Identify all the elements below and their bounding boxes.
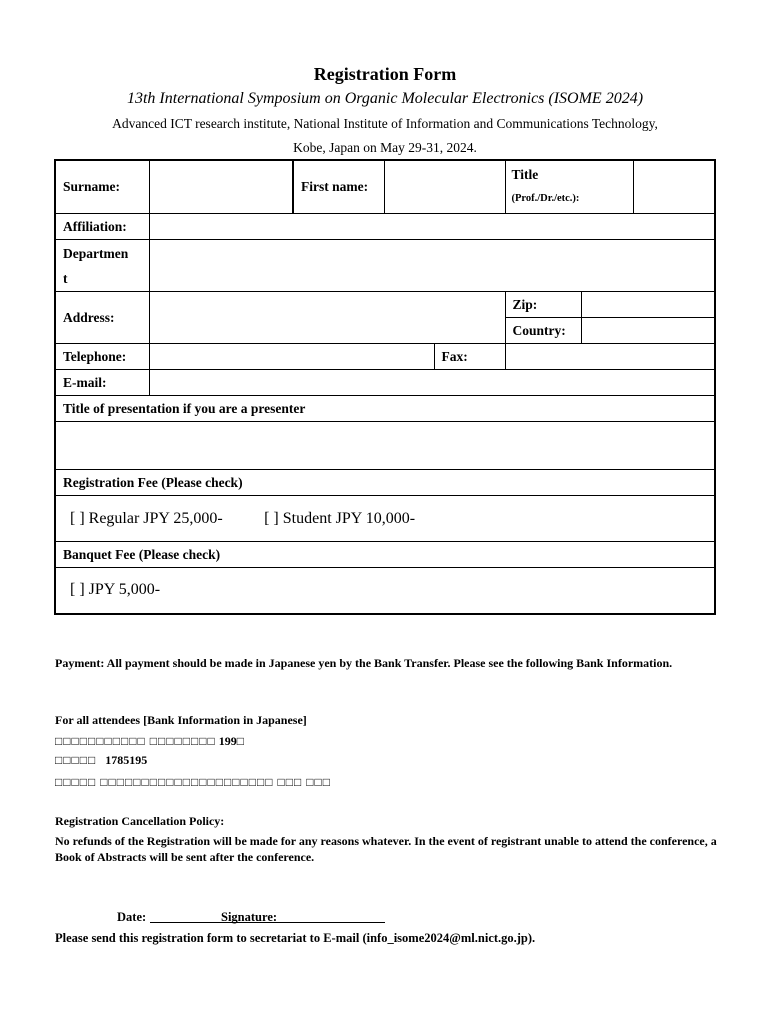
surname-label: Surname: xyxy=(55,160,149,214)
country-field[interactable] xyxy=(581,318,715,344)
telephone-label: Telephone: xyxy=(55,344,149,370)
presentation-label: Title of presentation if you are a presenter xyxy=(55,396,715,422)
form-title: Registration Form xyxy=(313,64,457,84)
institute-line: Advanced ICT research institute, National Institute of Information and Communications Technology, xyxy=(112,116,658,131)
title-label: Title xyxy=(511,167,539,182)
country-label: Country: xyxy=(505,318,581,344)
symposium-subtitle: 13th International Symposium on Organic Molecular Electronics (ISOME 2024) xyxy=(126,90,644,107)
email-label: E-mail: xyxy=(55,370,149,396)
registration-fee-row xyxy=(55,496,715,542)
first-name-field[interactable] xyxy=(384,160,505,214)
banquet-fee-options xyxy=(55,568,715,614)
bank-line-1 xyxy=(55,733,720,749)
department-label-wrap: t xyxy=(63,271,68,286)
banquet-fee-label-row xyxy=(55,542,715,568)
department-field[interactable] xyxy=(149,240,715,292)
signature-label: Signature: xyxy=(221,910,278,924)
presentation-row xyxy=(55,422,715,470)
name-row xyxy=(55,160,715,214)
affiliation-field[interactable] xyxy=(149,214,715,240)
address-row-top xyxy=(55,292,715,318)
student-fee-checkbox[interactable]: [ ] Student JPY 10,000- xyxy=(264,509,416,527)
banquet-fee-label: Banquet Fee (Please check) xyxy=(55,542,715,568)
first-name-label: First name: xyxy=(293,160,384,214)
bank-line-2-text: □□□□□ xyxy=(55,753,97,767)
title-label-cell xyxy=(505,160,633,214)
bank-line-1-text: □□□□□□□□□□□ □□□□□□□□ xyxy=(55,734,216,748)
cancellation-text: No refunds of the Registration will be made for any reasons whatever. In the event of registrant unable to attend the conference, a Book of Abstracts will be sent after the conference. xyxy=(55,834,717,864)
email-row xyxy=(55,370,715,396)
banquet-fee-row xyxy=(55,568,715,614)
fax-label: Fax: xyxy=(434,344,505,370)
bank-heading: For all attendees [Bank Information in Japanese] xyxy=(55,713,307,727)
phone-row xyxy=(55,344,715,370)
address-field[interactable] xyxy=(149,292,505,344)
bank-account-number: 1785195 xyxy=(105,753,148,767)
zip-label: Zip: xyxy=(505,292,581,318)
payment-note: Payment: All payment should be made in Japanese yen by the Bank Transfer. Please see the following Bank Information. xyxy=(55,656,673,670)
registration-table xyxy=(54,159,716,615)
bank-line-1-end: □ xyxy=(236,734,245,748)
signature-line[interactable] xyxy=(150,922,385,923)
title-hint: (Prof./Dr./etc.): xyxy=(511,193,580,204)
registration-fee-options xyxy=(55,496,715,542)
registration-fee-label: Registration Fee (Please check) xyxy=(55,470,715,496)
regular-fee-checkbox[interactable]: [ ] Regular JPY 25,000- xyxy=(70,509,223,527)
location-line: Kobe, Japan on May 29-31, 2024. xyxy=(293,140,477,155)
send-instructions: Please send this registration form to secretariat to E-mail (info_isome2024@ml.nict.go.jp). xyxy=(55,931,536,945)
bank-line-3 xyxy=(55,774,720,790)
department-label-cell xyxy=(55,240,149,292)
date-label: Date: xyxy=(117,910,147,924)
title-field[interactable] xyxy=(633,160,715,214)
presentation-label-row xyxy=(55,396,715,422)
affiliation-label: Affiliation: xyxy=(55,214,149,240)
cancellation-heading: Registration Cancellation Policy: xyxy=(55,814,225,828)
department-row xyxy=(55,240,715,292)
fax-field[interactable] xyxy=(505,344,715,370)
telephone-field[interactable] xyxy=(149,344,434,370)
department-label: Departmen xyxy=(63,246,129,261)
zip-field[interactable] xyxy=(581,292,715,318)
affiliation-row xyxy=(55,214,715,240)
email-field[interactable] xyxy=(149,370,715,396)
bank-branch-number: 199 xyxy=(218,734,237,748)
registration-fee-label-row xyxy=(55,470,715,496)
presentation-field[interactable] xyxy=(55,422,715,470)
bank-line-3-text: □□□□□ □□□□□□□□□□□□□□□□□□□□□ □□□ □□□ xyxy=(55,775,331,789)
banquet-fee-checkbox[interactable]: [ ] JPY 5,000- xyxy=(70,581,161,599)
surname-field[interactable] xyxy=(149,160,293,214)
bank-line-2 xyxy=(55,752,720,768)
address-label: Address: xyxy=(55,292,149,344)
